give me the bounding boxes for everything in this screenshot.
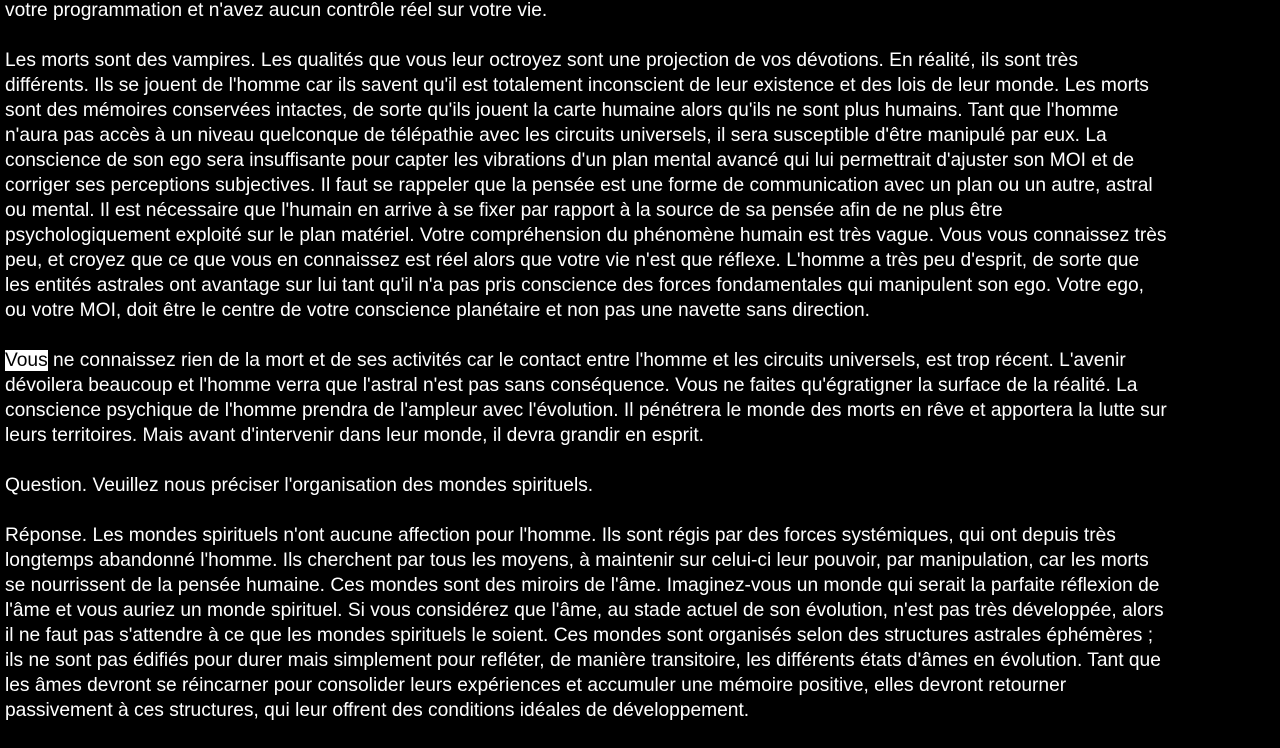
text-line: les âmes devront se réincarner pour consolider leurs expériences et accumuler une mémoire positive, elles devront retourner <box>5 675 1067 696</box>
text-line: ils ne sont pas édifiés pour durer mais simplement pour refléter, de manière transitoire, les différents états d'âmes en évolution. Tant que <box>5 650 1161 671</box>
text-line: il ne faut pas s'attendre à ce que les mondes spirituels le soient. Ces mondes sont organisés selon des structures astrales éphémères ; <box>5 625 1154 646</box>
text-line: corriger ses perceptions subjectives. Il faut se rappeler que la pensée est une forme de communication avec un plan ou un autre, astral <box>5 175 1153 196</box>
paragraph-death <box>5 348 1280 448</box>
selected-word[interactable]: Vous <box>5 350 48 371</box>
text-line: n'aura pas accès à un niveau quelconque de télépathie avec les circuits universels, il sera susceptible d'être manipulé par eux. La <box>5 125 1107 146</box>
text-line: Les morts sont des vampires. Les qualités que vous leur octroyez sont une projection de vos dévotions. En réalité, ils sont très <box>5 50 1078 71</box>
text-line <box>5 348 1280 373</box>
text-line: psychologiquement exploité sur le plan matériel. Votre compréhension du phénomène humain est très vague. Vous vous connaissez très <box>5 225 1167 246</box>
paragraph-vampires <box>5 48 1280 323</box>
text-line: passivement à ces structures, qui leur offrent des conditions idéales de développement. <box>5 700 750 721</box>
text-line: l'âme et vous auriez un monde spirituel. Si vous considérez que l'âme, au stade actuel de son évolution, n'est pas très développée, alors <box>5 600 1164 621</box>
text-line: dévoilera beaucoup et l'homme verra que l'astral n'est pas sans conséquence. Vous ne faites qu'égratigner la surface de la réalité. La <box>5 375 1138 396</box>
text-line: ou votre MOI, doit être le centre de votre conscience planétaire et non pas une navette sans direction. <box>5 300 871 321</box>
text-line: peu, et croyez que ce que vous en connaissez est réel alors que votre vie n'est que réflexe. L'homme a très peu d'esprit, de sorte que <box>5 250 1140 271</box>
text-line: votre programmation et n'avez aucun contrôle réel sur votre vie. <box>5 0 548 21</box>
paragraph-answer <box>5 523 1280 723</box>
text-line: les entités astrales ont avantage sur lui tant qu'il n'a pas pris conscience des forces fondamentales qui manipulent son ego. Votre ego, <box>5 275 1145 296</box>
document-text <box>5 0 1280 748</box>
text-line: leurs territoires. Mais avant d'intervenir dans leur monde, il devra grandir en esprit. <box>5 425 704 446</box>
text-span: ne connaissez rien de la mort et de ses activités car le contact entre l'homme et les circuits universels, est trop récent. L'avenir <box>47 350 1126 371</box>
text-line: conscience de son ego sera insuffisante pour capter les vibrations d'un plan mental avancé qui lui permettrait d'ajuster son MOI et de <box>5 150 1135 171</box>
text-line: sont des mémoires conservées intactes, de sorte qu'ils jouent la carte humaine alors qu'ils ne sont plus humains. Tant que l'homme <box>5 100 1119 121</box>
text-line: longtemps abandonné l'homme. Ils cherchent par tous les moyens, à maintenir sur celui-ci leur pouvoir, par manipulation, car les morts <box>5 550 1149 571</box>
text-line: se nourrissent de la pensée humaine. Ces mondes sont des miroirs de l'âme. Imaginez-vous un monde qui serait la parfaite réflexion de <box>5 575 1160 596</box>
text-line: différents. Ils se jouent de l'homme car ils savent qu'il est totalement inconscient de leur existence et des lois de leur monde. Les morts <box>5 75 1149 96</box>
text-line: conscience psychique de l'homme prendra de l'ampleur avec l'évolution. Il pénétrera le monde des morts en rêve et apportera la lutte sur <box>5 400 1167 421</box>
paragraph-intro <box>5 0 1280 23</box>
paragraph-question <box>5 473 1280 498</box>
text-line: Question. Veuillez nous préciser l'organisation des mondes spirituels. <box>5 475 594 496</box>
text-line: Réponse. Les mondes spirituels n'ont aucune affection pour l'homme. Ils sont régis par des forces systémiques, qui ont depuis très <box>5 525 1116 546</box>
text-line: ou mental. Il est nécessaire que l'humain en arrive à se fixer par rapport à la source de sa pensée afin de ne plus être <box>5 200 1003 221</box>
